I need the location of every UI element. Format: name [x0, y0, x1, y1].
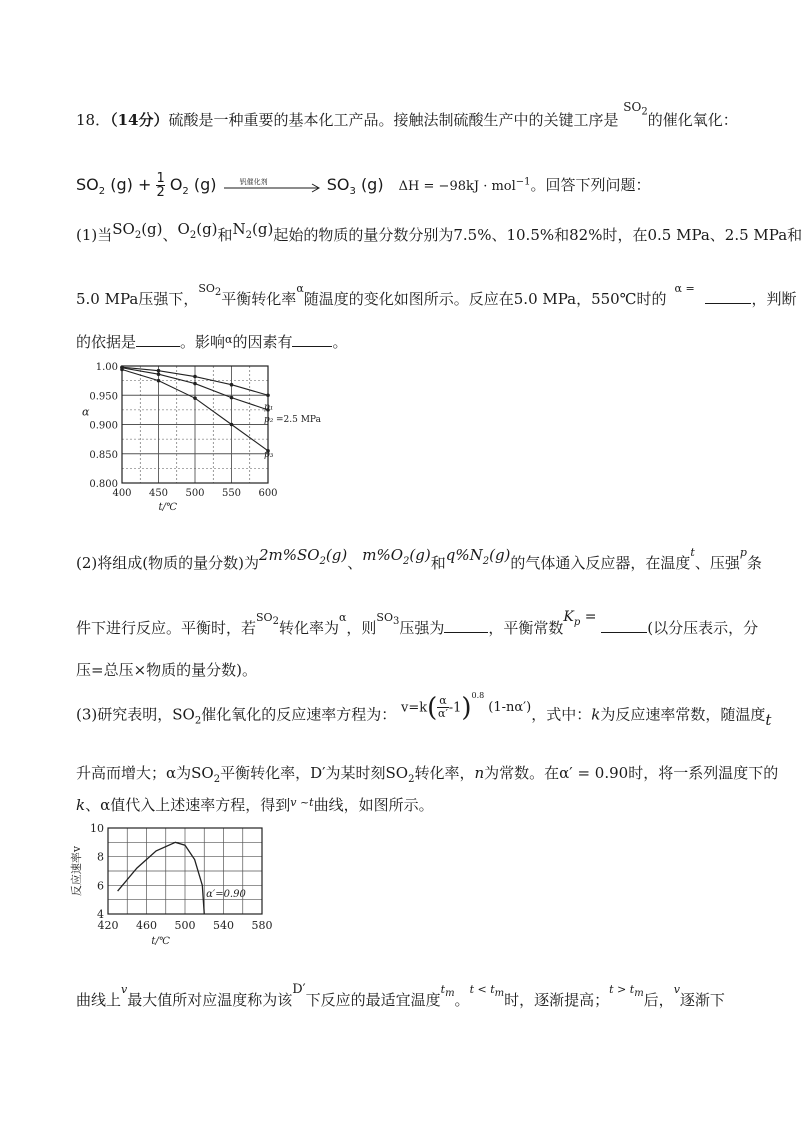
y-tick-label: 10 [90, 822, 104, 835]
y-tick-label: 4 [97, 908, 104, 921]
y-tick-label: 0.850 [89, 449, 118, 461]
legend-p3: p₃ [264, 449, 274, 460]
x-tick-label: 500 [174, 919, 196, 932]
y-tick-label: 0.800 [89, 479, 118, 490]
data-point [193, 396, 197, 400]
rate-vs-temperature-chart [70, 818, 290, 968]
conversion-vs-temperature-chart [70, 358, 321, 518]
x-tick-label: 550 [221, 488, 242, 499]
part4-line1: 曲线上$^v$最大值所对应温度称为该D′下反应的最适宜温度$^{t_m}$。$^{t < t_m}$时，逐渐提高；$^{t > t_m}$后，$^v$逐渐下 [76, 982, 725, 1009]
question-header [76, 100, 738, 136]
x-tick-label: 400 [112, 488, 132, 499]
x-tick-label: 580 [251, 919, 273, 932]
answer-blank-factors[interactable] [292, 332, 332, 347]
part1-line2: 5.0 MPa压强下，$^{SO_2}$平衡转化率$^\alpha$随温度的变化如图所示。反应在5.0 MPa，550℃时的$^{\alpha =}$ ，判断 [76, 282, 797, 308]
legend-p2: p₂ [264, 414, 274, 425]
x-tick-label: 450 [148, 488, 169, 499]
reaction-equation: $SO_2$ (g) + $\frac{1}{2}$ $O_2$ (g) 钒催化剂 $SO_3$ (g) ΔH = −98kJ · mol$^{-1}$。回答下列问题： [76, 171, 651, 200]
so2-formula: $SO_2$ [623, 100, 648, 118]
y-tick-label: 0.900 [89, 420, 118, 432]
part3-line1: (3)研究表明，$SO_2$催化氧化的反应速率方程为： v=k( $\frac{\alpha}{\alpha'}$ -1)$^{0.8}$(1-nα′)，式中：k为反应速率常数，随温度t [76, 691, 772, 730]
question-intro: 硫酸是一种重要的基本化工产品。接触法制硫酸生产中的关键工序是 [168, 111, 619, 129]
catalyst-arrow: 钒催化剂 [222, 178, 322, 194]
alpha-prime-annotation: α′=0.90 [206, 888, 246, 900]
x-tick-label: 460 [136, 919, 157, 932]
answer-blank-so3-pressure[interactable] [444, 618, 488, 633]
y-axis-label: α [82, 405, 90, 419]
answer-blank-kp[interactable] [601, 618, 647, 633]
x-tick-label: 600 [258, 488, 278, 499]
part2-line1: (2)将组成(物质的量分数)为$2m\%SO_2(g)$、$m\%O_2(g)$和$q\%N_2(g)$的气体通入反应器，在温度$^t$、压强$^p$条 [76, 546, 762, 572]
legend-p2-note: =2.5 MPa [276, 414, 321, 425]
data-point [120, 368, 124, 372]
x-axis-label: t/℃ [158, 502, 178, 513]
y-tick-label: 0.950 [89, 391, 118, 403]
data-point [193, 382, 197, 386]
data-point [157, 369, 161, 373]
data-point [157, 372, 161, 376]
y-tick-label: 8 [97, 850, 104, 864]
question-number: 18． [76, 111, 111, 129]
data-point [230, 396, 234, 400]
x-tick-label: 540 [213, 919, 234, 932]
x-tick-label: 500 [185, 488, 205, 499]
part1-line1: (1)当$SO_2(g)$、$O_2(g)$和$N_2(g)$起始的物质的量分数分别为7.5%、10.5%和82%时，在0.5 MPa、2.5 MPa和 [76, 220, 802, 244]
data-point [230, 383, 234, 387]
y-tick-label: 6 [97, 879, 104, 893]
answer-blank-basis[interactable] [136, 332, 180, 347]
data-point [266, 393, 270, 397]
part3-line2: 升高而增大；α为$SO_2$平衡转化率，D′为某时刻$SO_2$转化率，n为常数。在α′ = 0.90时，将一系列温度下的 [76, 764, 779, 785]
rate-equation: v=k( $\frac{\alpha}{\alpha'}$ -1)$^{0.8}$(1-nα′) [401, 691, 532, 723]
data-point [230, 423, 234, 427]
data-point [193, 375, 197, 379]
part2-line2: 件下进行反应。平衡时，若$^{SO_2}$转化率为$^\alpha$，则$^{SO_3}$压强为 ，平衡常数$K_p$ = (以分压表示，分 [76, 609, 759, 637]
y-axis-label: 反应速率v [70, 845, 83, 897]
part1-line3: 的依据是 。影响$^\alpha$的因素有 。 [76, 333, 348, 351]
part3-line3: k、α值代入上述速率方程，得到$^{v \sim t}$曲线，如图所示。 [76, 796, 434, 814]
question-score: （14分） [110, 111, 169, 129]
x-axis-label: t/℃ [151, 936, 170, 947]
question-intro-end: 的催化氧化： [647, 111, 738, 129]
rate-curve [118, 842, 205, 914]
x-tick-label: 420 [97, 919, 119, 932]
answer-blank-alpha[interactable] [705, 289, 751, 304]
data-point [157, 379, 161, 383]
y-tick-label: 1.00 [95, 362, 118, 373]
legend-p1: p₁ [264, 402, 274, 413]
part2-line3: 压=总压×物质的量分数)。 [76, 661, 257, 679]
